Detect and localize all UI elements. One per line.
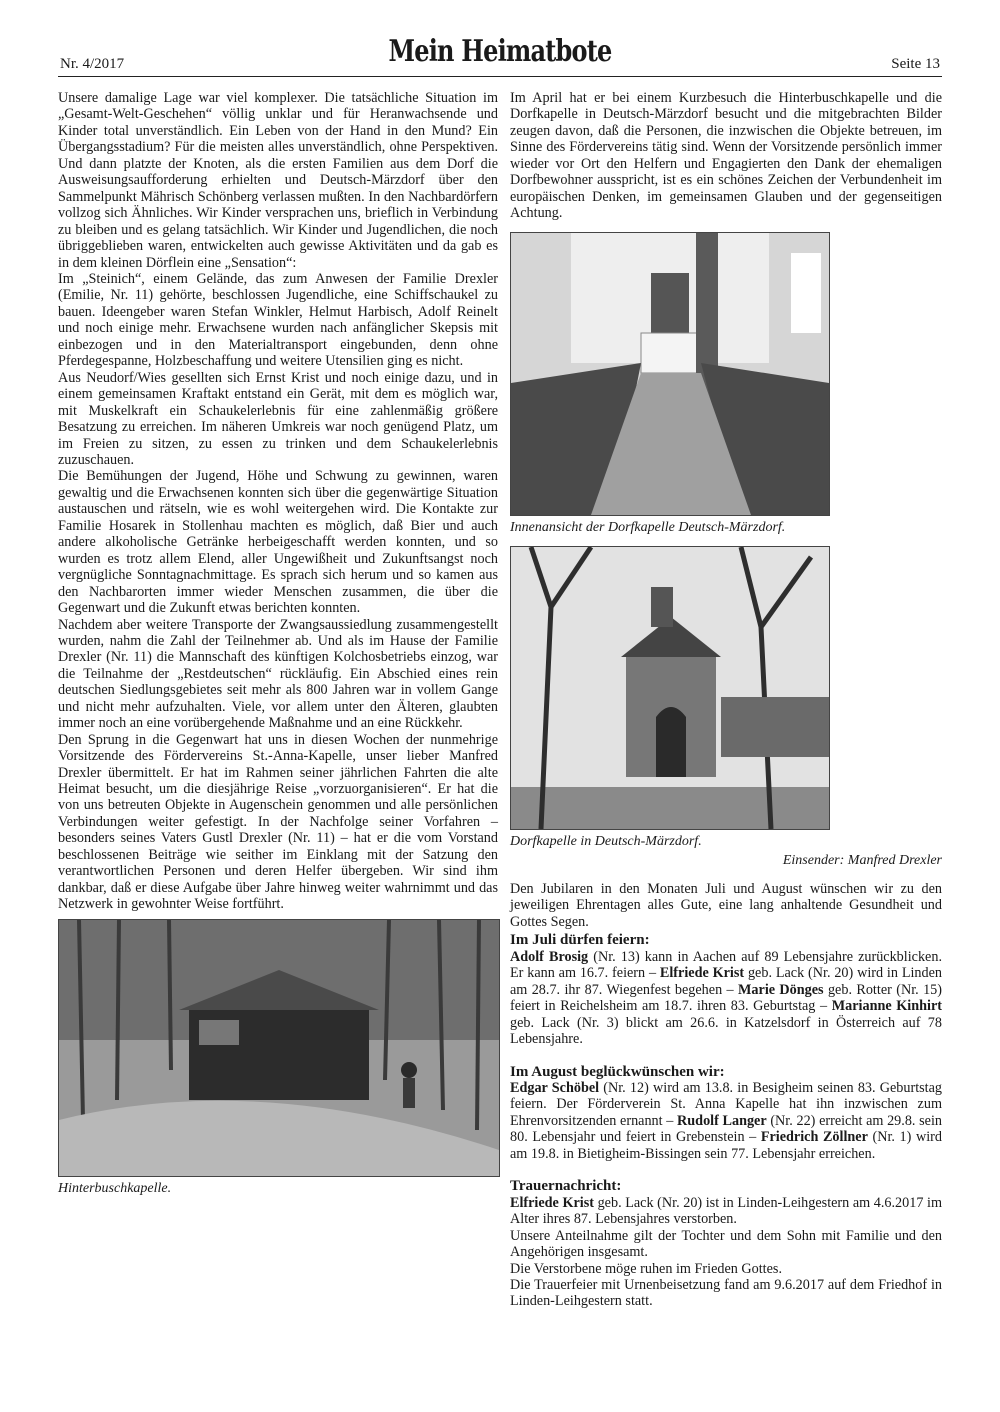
text-span: (Nr. 1) wird am 19.8. in Bietigheim-Bissingen sein 77. Lebensjahr erreichen. [510, 1129, 942, 1162]
person-name: Rudolf Langer [677, 1112, 767, 1129]
left-column [58, 90, 498, 1197]
text-span: (Nr. 13) kann in Aachen auf 89 Lebensjahre zurückblicken. Er kann am 16.7. feiern – [510, 948, 942, 982]
photo-hinterbuschkapelle [58, 919, 500, 1177]
paragraph: Die Bemühungen der Jugend, Höhe und Schwung zu gewinnen, waren gewaltig und die Erwachsenen konnten sich über die gegenwärtige Situation austauschen und rätseln, wie es wohl weitergehen wird. Die Kontakte zur Familie Hosarek in Stollenhau machten es möglich, daß Bier und auch andere alkoholische Getränke herbeigeschafft werden konnten, und so wurden es trotz allem Elend, aller Ungewißheit und Zukunftsangst noch vergnügliche Sonntagnachmittage. Es sprach sich herum und so kamen aus den Nachbarorten immer wieder Menschen zusammen, die über die Gegenwart und die Zukunft etwas berichten konnten. [58, 468, 498, 617]
text-span: geb. Rotter (Nr. 15) feiert in Reichelsheim am 18.7. ihren 83. Geburtstag – [510, 981, 942, 1015]
paragraph: Im April hat er bei einem Kurzbesuch die Hinterbuschkapelle und die Dorfkapelle in Deutsch-Märzdorf besucht und die mitgebrachten Bilder zeugen davon, daß die Personen, die inzwischen die Objekte betreuen, im Sinne des Fördervereins tätig sind. Wenn der Vorsitzende persönlich immer wieder vor Ort den Helfern und Engagierten den Dank der ehemaligen Dorfbewohner ausspricht, ist es ein schönes Zeichen der Verbundenheit im europäischen Denken, im gemeinsamen Glauben und der gegenseitigen Achtung. [510, 90, 942, 222]
person-name: Marianne Kinhirt [831, 998, 942, 1015]
masthead-title: Mein Heimatbote [388, 34, 612, 69]
right-column [510, 90, 942, 1310]
section-heading: Im August beglückwünschen wir: [510, 1063, 725, 1080]
photo-caption: Innenansicht der Dorfkapelle Deutsch-Märzdorf. [510, 519, 786, 535]
paragraph: Den Jubilaren in den Monaten Juli und August wünschen wir zu den jeweiligen Ehrentagen alles Gute, eine lang anhaltende Gesundheit und Gottes Segen. [510, 880, 942, 930]
photo-chapel-interior [510, 232, 830, 516]
section-heading: Im Juli dürfen feiern: [510, 932, 650, 949]
paragraph: Unsere Anteilnahme gilt der Tochter und dem Sohn mit Familie und den Angehörigen insgesamt. [510, 1227, 942, 1261]
person-name: Elfriede Krist [510, 1194, 594, 1211]
photo-caption: Dorfkapelle in Deutsch-Märzdorf. [510, 834, 702, 850]
paragraph: Im „Steinich“, einem Gelände, das zum Anwesen der Familie Drexler (Emilie, Nr. 11) gehörte, beschlossen Jugendliche, eine Schiffschaukel zu bauen. Ideengeber waren Stefan Winkler, Helmut Harbisch, Adolf Reinelt und noch einige mehr. Erwachsene wurden nach anfänglicher Skepsis mit einbezogen und in den Materialtransport eingebunden, denn ohne Pferdegespanne, Holzbeschaffung und weitere Utensilien ging es nicht. [58, 270, 498, 370]
photo-chapel-exterior [510, 546, 830, 830]
person-name: Friedrich Zöllner [760, 1129, 868, 1146]
text-span: geb. Lack (Nr. 20) wird in Linden am 28.7. ihr 87. Wiegenfest begehen – [510, 965, 942, 998]
text-span: geb. Lack (Nr. 20) ist in Linden-Leihgestern am 4.6.2017 im Alter ihres 87. Lebensjahres verstorben. [510, 1194, 943, 1228]
sender-credit: Einsender: Manfred Drexler [782, 852, 942, 868]
person-name: Elfriede Krist [659, 965, 745, 982]
paragraph: Den Sprung in die Gegenwart hat uns in diesen Wochen der nunmehrige Vorsitzende des Fördervereins St.-Anna-Kapelle, unser lieber Manfred Drexler übermittelt. Er hat im Rahmen seiner jährlichen Fahrten die alte Heimat besucht, um die diesjährige Reise „vorzuorganisieren“. Er hat die von uns betreuten Objekte in Augenschein genommen und alle persönlichen Verbindungen weiter gefestigt. In der Nachfolge seiner Vorfahren – besonders seines Vaters Gustl Drexler (Nr. 11) – hat er die vom Vorstand beschlossenen Beiträge wie seither im Einklang mit der Satzung den verantwortlichen Personen und deren Helfer übergeben. Wir sind ihm dankbar, daß er diese Aufgabe über Jahre hinweg weiter wahrnimmt und das Netzwerk in gewohnter Weise fortführt. [58, 731, 498, 913]
paragraph: Nachdem aber weitere Transporte der Zwangsaussiedlung zusammengestellt wurden, nahm die Zahl der Teilnehmer ab. Und als im Hause der Familie Drexler (Nr. 11) die Mannschaft des künftigen Kolchosbetriebs einzog, war die Teilnahme der „Restdeutschen“ rückläufig. Ein Abschied eines rein deutschen Siedlungsgebietes seit mehr als 800 Jahren war in vollem Gange und nicht mehr aufzuhalten. Viele, vor allem unter den Älteren, glaubten immer noch an eine vorübergehende Maßnahme und an eine Rückkehr. [58, 616, 498, 732]
text-span: geb. Lack (Nr. 3) blickt am 26.6. in Katzelsdorf in Österreich auf 78 Lebensjahre. [510, 1014, 942, 1048]
person-name: Edgar Schöbel [510, 1079, 600, 1096]
text-span: (Nr. 22) erreicht am 29.8. sein 80. Lebensjahr und feiert in Grebenstein – [510, 1112, 942, 1146]
photo-caption: Hinterbuschkapelle. [58, 1180, 172, 1196]
person-name: Adolf Brosig [510, 948, 589, 965]
text-span: (Nr. 12) wird am 13.8. in Besigheim seinen 83. Geburtstag feiern. Der Förderverein St. Anna Kapelle hat ihn inzwischen zum Ehrenvorsitzenden ernannt – [510, 1079, 942, 1129]
paragraph: Unsere damalige Lage war viel komplexer. Die tatsächliche Situation im „Gesamt-Welt-Geschehen“ völlig unklar und für Heranwachsende und Kinder total unverständlich. Ein Leben von der Hand in den Mund? Ein Übergangsstadium? Für die meisten alles unverständlich, ohne Perspektiven. Und dann platzte der Knoten, als die ersten Familien aus dem Dorf die Ausweisungsaufforderung erhielten und Deutsch-Märzdorf über den Sammelpunkt Mährisch Schönberg verlassen mußten. In den Nachbardörfern vollzog sich Ähnliches. Wir Kinder versprachen uns, brieflich in Verbindung zu bleiben und es gelang tatsächlich. Wir Kinder und Jugendlichen, die noch übriggeblieben waren, entwickelten auch gewisse Aktivitäten und da gab es in dem kleinen Dörflein eine „Sensation“: [58, 90, 498, 271]
paragraph: Die Verstorbene möge ruhen im Frieden Gottes. [510, 1260, 782, 1277]
paragraph [510, 949, 942, 1048]
paragraph: Die Trauerfeier mit Urnenbeisetzung fand am 9.6.2017 auf dem Friedhof in Linden-Leihgestern statt. [510, 1276, 942, 1310]
paragraph: Aus Neudorf/Wies gesellten sich Ernst Krist und noch einige dazu, und in einem gemeinsamen Kraftakt entstand ein Gerät, mit dem es möglich war, mit Muskelkraft ein Schaukelerlebnis für eine zahlenmäßig größere Besatzung zu erreichen. Im näheren Umkreis war noch genügend Platz, um im Freien zu sitzen, zu essen zu trinken und dem Schaukelerlebnis zuzuschauen. [58, 369, 498, 468]
issue-number: Nr. 4/2017 [60, 56, 125, 72]
person-name: Marie Dönges [738, 981, 824, 998]
paragraph [510, 1080, 942, 1162]
paragraph [510, 1195, 942, 1228]
page-header [58, 30, 942, 77]
section-heading: Trauernachricht: [510, 1178, 622, 1195]
page-number: Seite 13 [891, 56, 940, 72]
